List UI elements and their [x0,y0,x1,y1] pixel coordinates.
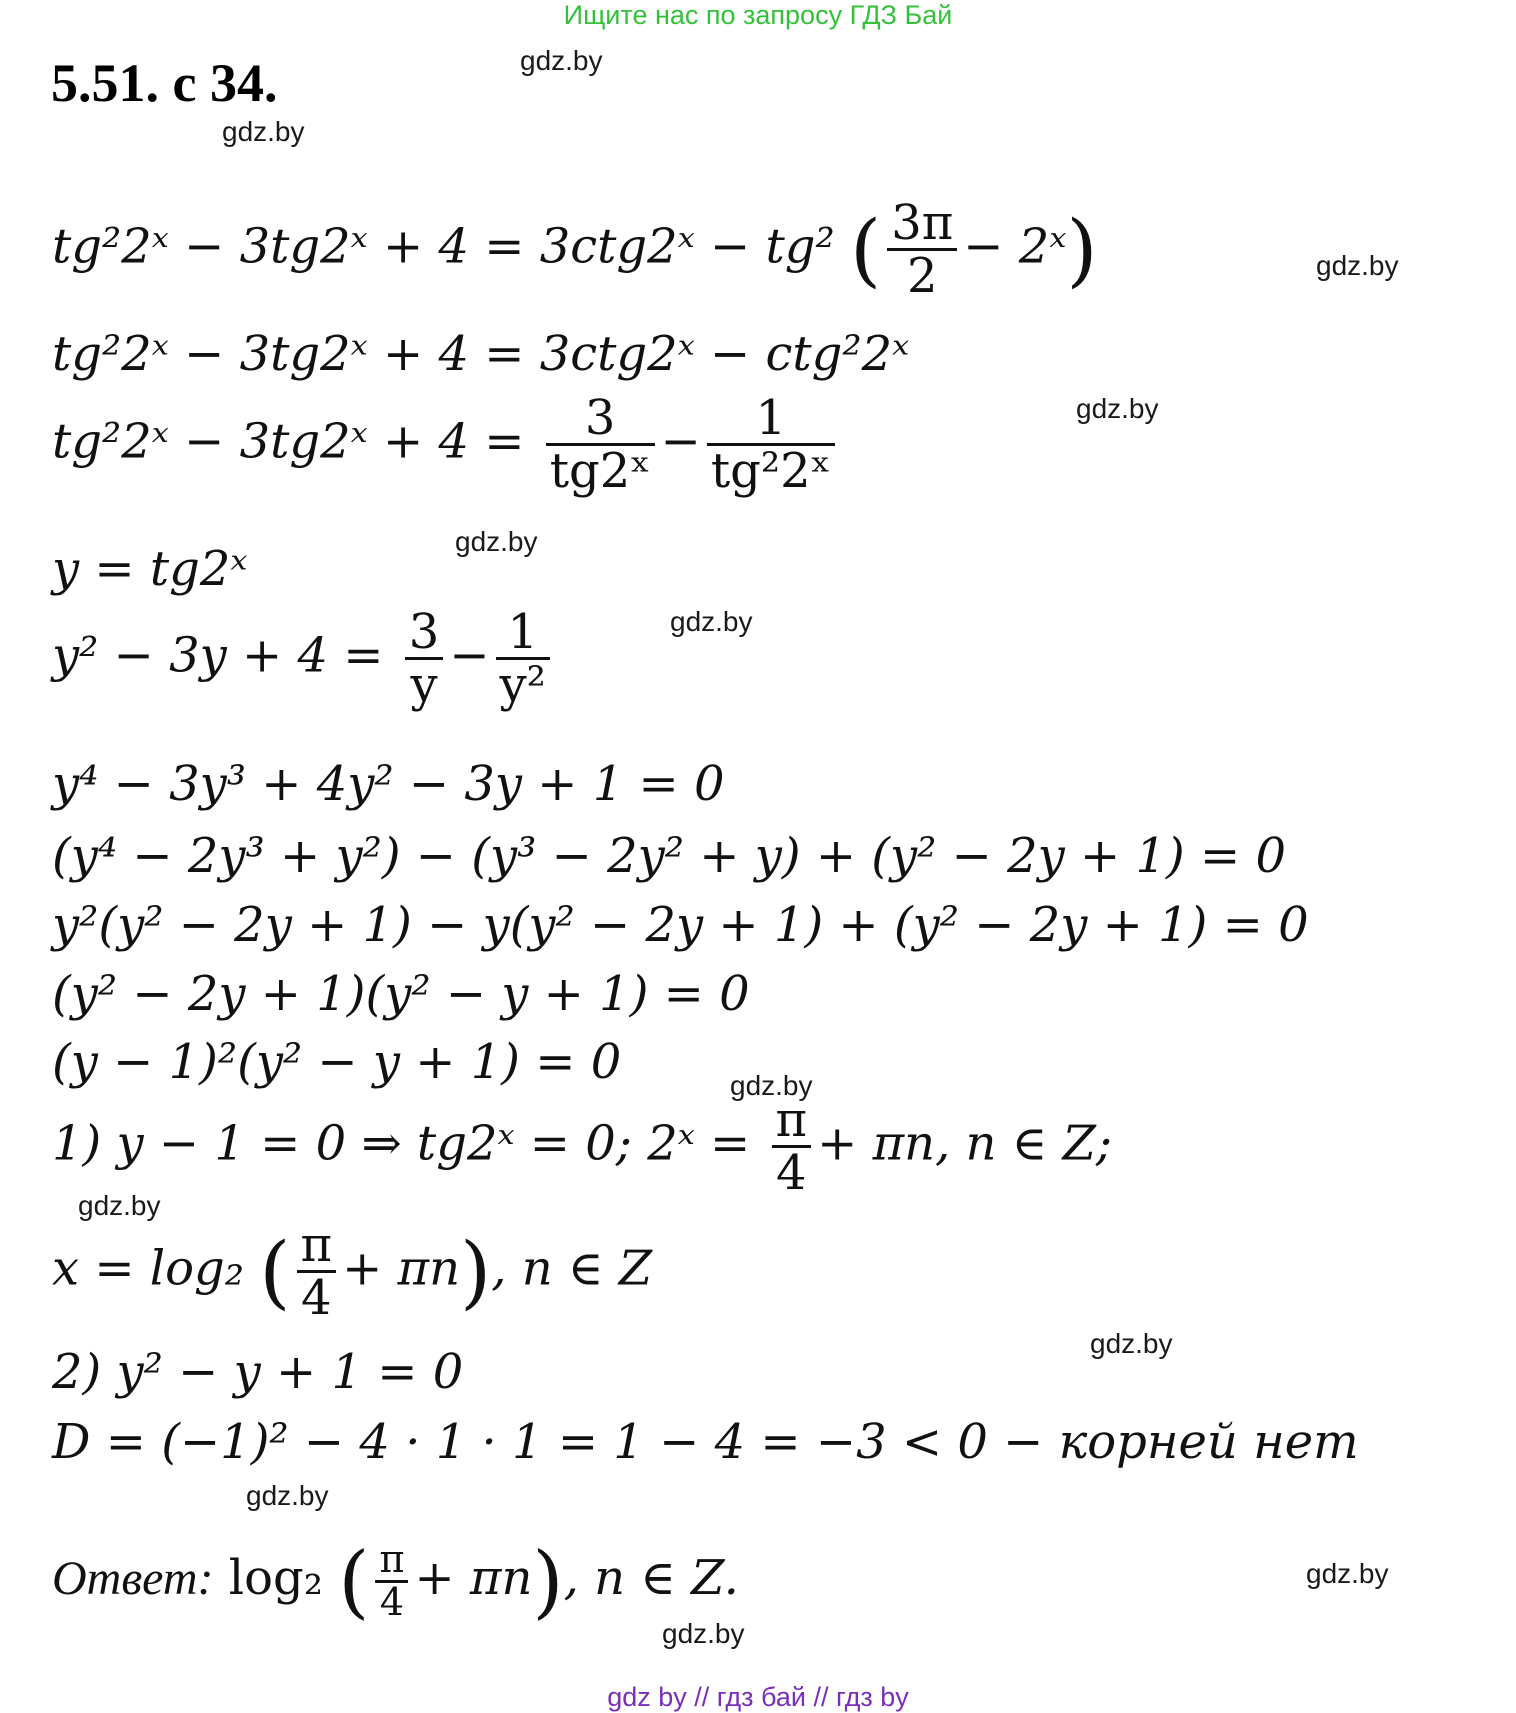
paren-close: ) [532,1534,564,1628]
expr: (y − 1)²(y² − y + 1) = 0 [52,1034,622,1090]
equation-line-8 [52,897,1309,953]
equation-line-13 [52,1344,464,1400]
expr: tg²2ˣ − 3tg2ˣ + 4 = [52,413,525,470]
fraction [496,604,550,714]
equation-line-11 [52,1092,1113,1202]
problem-title: 5.51. с 34. [51,53,278,113]
expr: (y⁴ − 2y³ + y²) − (y³ − 2y² + y) + (y² − 2y + 1) = 0 [52,828,1287,884]
expr: , n ∈ Z. [563,1549,739,1606]
equation-line-3 [52,390,841,500]
expr: y⁴ − 3y³ + 4y² − 3y + 1 = 0 [52,756,725,812]
numerator: 1 [707,393,835,446]
expr: D = (−1)² − 4 · 1 · 1 = 1 − 4 = −3 < 0 − корней нет [52,1414,1359,1470]
expr: y²(y² − 2y + 1) − y(y² − 2y + 1) + (y² − 2y + 1) = 0 [52,897,1309,953]
answer-line [52,1534,739,1628]
equation-line-10 [52,1034,622,1090]
expr: y = tg2ˣ [52,541,248,597]
equation-line-7 [52,828,1287,884]
numerator: π [772,1095,812,1148]
equation-line-4 [52,541,248,597]
expr: , n ∈ Z [491,1240,653,1297]
expr: + πn, n ∈ Z; [817,1115,1113,1172]
expr: tg²2ˣ − 3tg2ˣ + 4 = 3ctg2ˣ − ctg²2ˣ [52,326,910,382]
numerator: 1 [496,607,550,660]
fraction [375,1537,408,1624]
equation-line-2 [52,326,910,382]
paren-open: ( [849,202,882,296]
paren-open: ( [338,1534,370,1628]
denominator: tg²2ˣ [710,443,831,500]
fraction [887,195,957,305]
expr: tg²2ˣ − 3tg2ˣ + 4 = 3ctg2ˣ − tg² [52,218,835,275]
expr: + πn [414,1549,533,1606]
watermark: gdz.by [1090,1328,1173,1359]
watermark: gdz.by [246,1480,329,1511]
denominator: 2 [906,248,938,305]
numerator: 3π [887,198,957,251]
watermark: gdz.by [455,526,538,557]
watermark: gdz.by [1316,250,1399,281]
numerator: 3 [546,393,655,446]
numerator: 3 [405,607,444,660]
denominator: y [410,657,438,714]
equation-line-5 [52,604,556,714]
equation-line-12 [52,1217,653,1327]
watermark: gdz.by [1306,1558,1389,1589]
equation-line-9 [52,966,750,1022]
fraction [297,1217,337,1327]
paren-close: ) [460,1224,492,1318]
watermark: gdz.by [520,45,603,76]
watermark: gdz.by [670,606,753,637]
log: log₂ [228,1549,323,1606]
expr: (y² − 2y + 1)(y² − y + 1) = 0 [52,966,750,1022]
watermark: gdz.by [1076,393,1159,424]
equation-line-1 [52,195,1098,305]
expr: 1) y − 1 = 0 ⇒ tg2ˣ = 0; 2ˣ = [52,1115,751,1172]
minus: − [449,627,490,684]
expr: 2) y² − y + 1 = 0 [52,1344,464,1400]
paren-close: ) [1066,202,1098,296]
search-banner: Ищите нас по запросу ГДЗ Бай [563,0,953,30]
equation-line-14 [52,1414,1359,1470]
watermark: gdz.by [222,116,305,147]
expr: − 2ˣ [963,218,1067,275]
footer-links: gdz by // гдз бай // гдз by [607,1682,909,1712]
denominator: 4 [776,1145,807,1202]
watermark: gdz.by [78,1190,161,1221]
paren-open: ( [259,1224,291,1318]
equation-line-6 [52,756,725,812]
expr: y² − 3y + 4 = [52,627,384,684]
numerator: π [297,1220,337,1273]
fraction [405,604,444,714]
fraction [707,390,835,500]
fraction [546,390,655,500]
denominator: 4 [379,1579,405,1624]
expr: + πn [342,1240,460,1297]
numerator: π [375,1540,408,1583]
watermark: gdz.by [730,1070,813,1101]
minus: − [660,413,701,470]
denominator: tg2ˣ [549,443,651,500]
watermark: gdz.by [662,1618,745,1649]
fraction [772,1092,812,1202]
denominator: y² [499,657,546,714]
expr: x = log₂ [52,1240,245,1297]
denominator: 4 [301,1270,332,1327]
answer-label: Ответ: [52,1551,214,1605]
